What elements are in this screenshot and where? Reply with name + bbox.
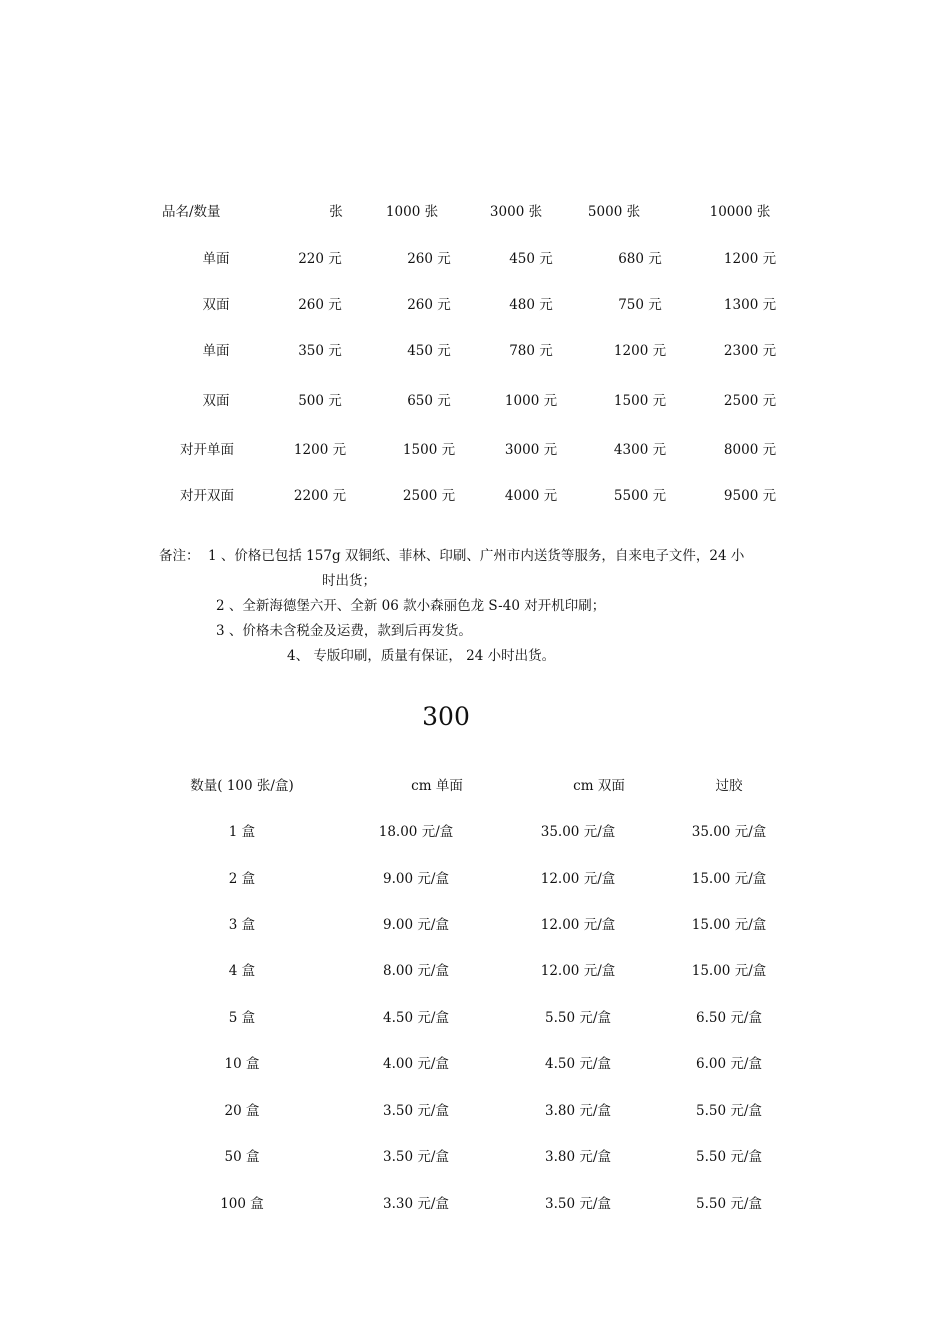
table1-row-label: 单面: [202, 343, 230, 359]
table2-cell: 3.30 元/盒: [383, 1196, 449, 1212]
table2-cell: 4.00 元/盒: [383, 1056, 449, 1072]
table2-cell: 15.00 元/盒: [691, 917, 767, 933]
table2-cell: 8.00 元/盒: [383, 963, 449, 979]
table2-cell: 3.80 元/盒: [545, 1149, 611, 1165]
note-item-4: 4、 专版印刷，质量有保证， 24 小时出货。: [287, 648, 556, 664]
table1-cell: 1500 元: [402, 442, 456, 458]
table1-cell: 260 元: [407, 297, 451, 313]
table1-header-col2: 1000 张: [385, 204, 439, 220]
table1-cell: 680 元: [618, 251, 662, 267]
table1-cell: 5500 元: [613, 488, 667, 504]
table2-cell: 3.50 元/盒: [383, 1103, 449, 1119]
table2-cell: 5.50 元/盒: [696, 1196, 762, 1212]
table2-cell: 3.80 元/盒: [545, 1103, 611, 1119]
table1-header-col5: 10000 张: [709, 204, 771, 220]
table2-cell: 4.50 元/盒: [545, 1056, 611, 1072]
table2-cell: 35.00 元/盒: [691, 824, 767, 840]
table1-cell: 220 元: [298, 251, 342, 267]
table1-cell: 4300 元: [613, 442, 667, 458]
section-title: 300: [422, 702, 470, 731]
table1-cell: 2500 元: [723, 393, 777, 409]
table2-cell: 18.00 元/盒: [378, 824, 454, 840]
table1-cell: 1000 元: [504, 393, 558, 409]
table2-cell: 3.50 元/盒: [383, 1149, 449, 1165]
table2-cell: 5.50 元/盒: [696, 1103, 762, 1119]
table1-row-label: 对开双面: [180, 488, 234, 504]
table2-cell: 9.00 元/盒: [383, 917, 449, 933]
table2-row-label: 3 盒: [228, 917, 256, 933]
table1-cell: 450 元: [407, 343, 451, 359]
table2-cell: 5.50 元/盒: [545, 1010, 611, 1026]
table1-cell: 1200 元: [293, 442, 347, 458]
table1-cell: 780 元: [509, 343, 553, 359]
notes-label: 备注：: [159, 548, 200, 564]
table2-header-single: cm 单面: [411, 778, 463, 794]
table2-cell: 35.00 元/盒: [540, 824, 616, 840]
table1-header-name-quantity: 品名/数量: [162, 204, 221, 220]
table2-row-label: 100 盒: [220, 1196, 264, 1212]
table1-cell: 450 元: [509, 251, 553, 267]
table2-cell: 15.00 元/盒: [691, 963, 767, 979]
table1-row-label: 单面: [202, 251, 230, 267]
table2-cell: 6.50 元/盒: [696, 1010, 762, 1026]
table1-cell: 2300 元: [723, 343, 777, 359]
table1-row-label: 对开单面: [180, 442, 234, 458]
table2-cell: 6.00 元/盒: [696, 1056, 762, 1072]
table1-row-label: 双面: [202, 393, 230, 409]
table1-cell: 1200 元: [613, 343, 667, 359]
table1-cell: 3000 元: [504, 442, 558, 458]
table1-cell: 500 元: [298, 393, 342, 409]
note-item-3: 3 、价格未含税金及运费，款到后再发货。: [216, 623, 472, 639]
table2-row-label: 1 盒: [228, 824, 256, 840]
table2-row-label: 2 盒: [228, 871, 256, 887]
table1-cell: 2200 元: [293, 488, 347, 504]
table1-header-col3: 3000 张: [489, 204, 543, 220]
table2-header-double: cm 双面: [573, 778, 625, 794]
table1-row-label: 双面: [202, 297, 230, 313]
table1-cell: 1500 元: [613, 393, 667, 409]
table1-cell: 650 元: [407, 393, 451, 409]
table1-cell: 1200 元: [723, 251, 777, 267]
table2-row-label: 20 盒: [224, 1103, 260, 1119]
table2-cell: 15.00 元/盒: [691, 871, 767, 887]
table2-cell: 12.00 元/盒: [540, 871, 616, 887]
table1-cell: 350 元: [298, 343, 342, 359]
table1-cell: 260 元: [407, 251, 451, 267]
table2-row-label: 50 盒: [224, 1149, 260, 1165]
table1-cell: 2500 元: [402, 488, 456, 504]
table2-cell: 4.50 元/盒: [383, 1010, 449, 1026]
table1-cell: 8000 元: [723, 442, 777, 458]
note-item-1: 1 、价格已包括 157g 双铜纸、菲林、印刷、广州市内送货等服务，自来电子文件，24 小: [208, 548, 745, 564]
note-item-1-continued: 时出货；: [322, 573, 376, 589]
table1-header-col1: 张: [329, 204, 343, 220]
table2-header-quantity: 数量( 100 张/盒): [190, 778, 294, 794]
table1-header-col4: 5000 张: [587, 204, 641, 220]
note-item-2: 2 、全新海德堡六开、全新 06 款小森丽色龙 S-40 对开机印刷；: [216, 598, 606, 614]
table1-cell: 9500 元: [723, 488, 777, 504]
table1-cell: 4000 元: [504, 488, 558, 504]
table2-cell: 12.00 元/盒: [540, 963, 616, 979]
table2-cell: 3.50 元/盒: [545, 1196, 611, 1212]
table1-cell: 260 元: [298, 297, 342, 313]
table2-cell: 5.50 元/盒: [696, 1149, 762, 1165]
table2-cell: 12.00 元/盒: [540, 917, 616, 933]
table2-cell: 9.00 元/盒: [383, 871, 449, 887]
table2-header-laminate: 过胶: [715, 778, 743, 794]
table1-cell: 480 元: [509, 297, 553, 313]
table2-row-label: 10 盒: [224, 1056, 260, 1072]
table1-cell: 1300 元: [723, 297, 777, 313]
table1-cell: 750 元: [618, 297, 662, 313]
table2-row-label: 4 盒: [228, 963, 256, 979]
table2-row-label: 5 盒: [228, 1010, 256, 1026]
